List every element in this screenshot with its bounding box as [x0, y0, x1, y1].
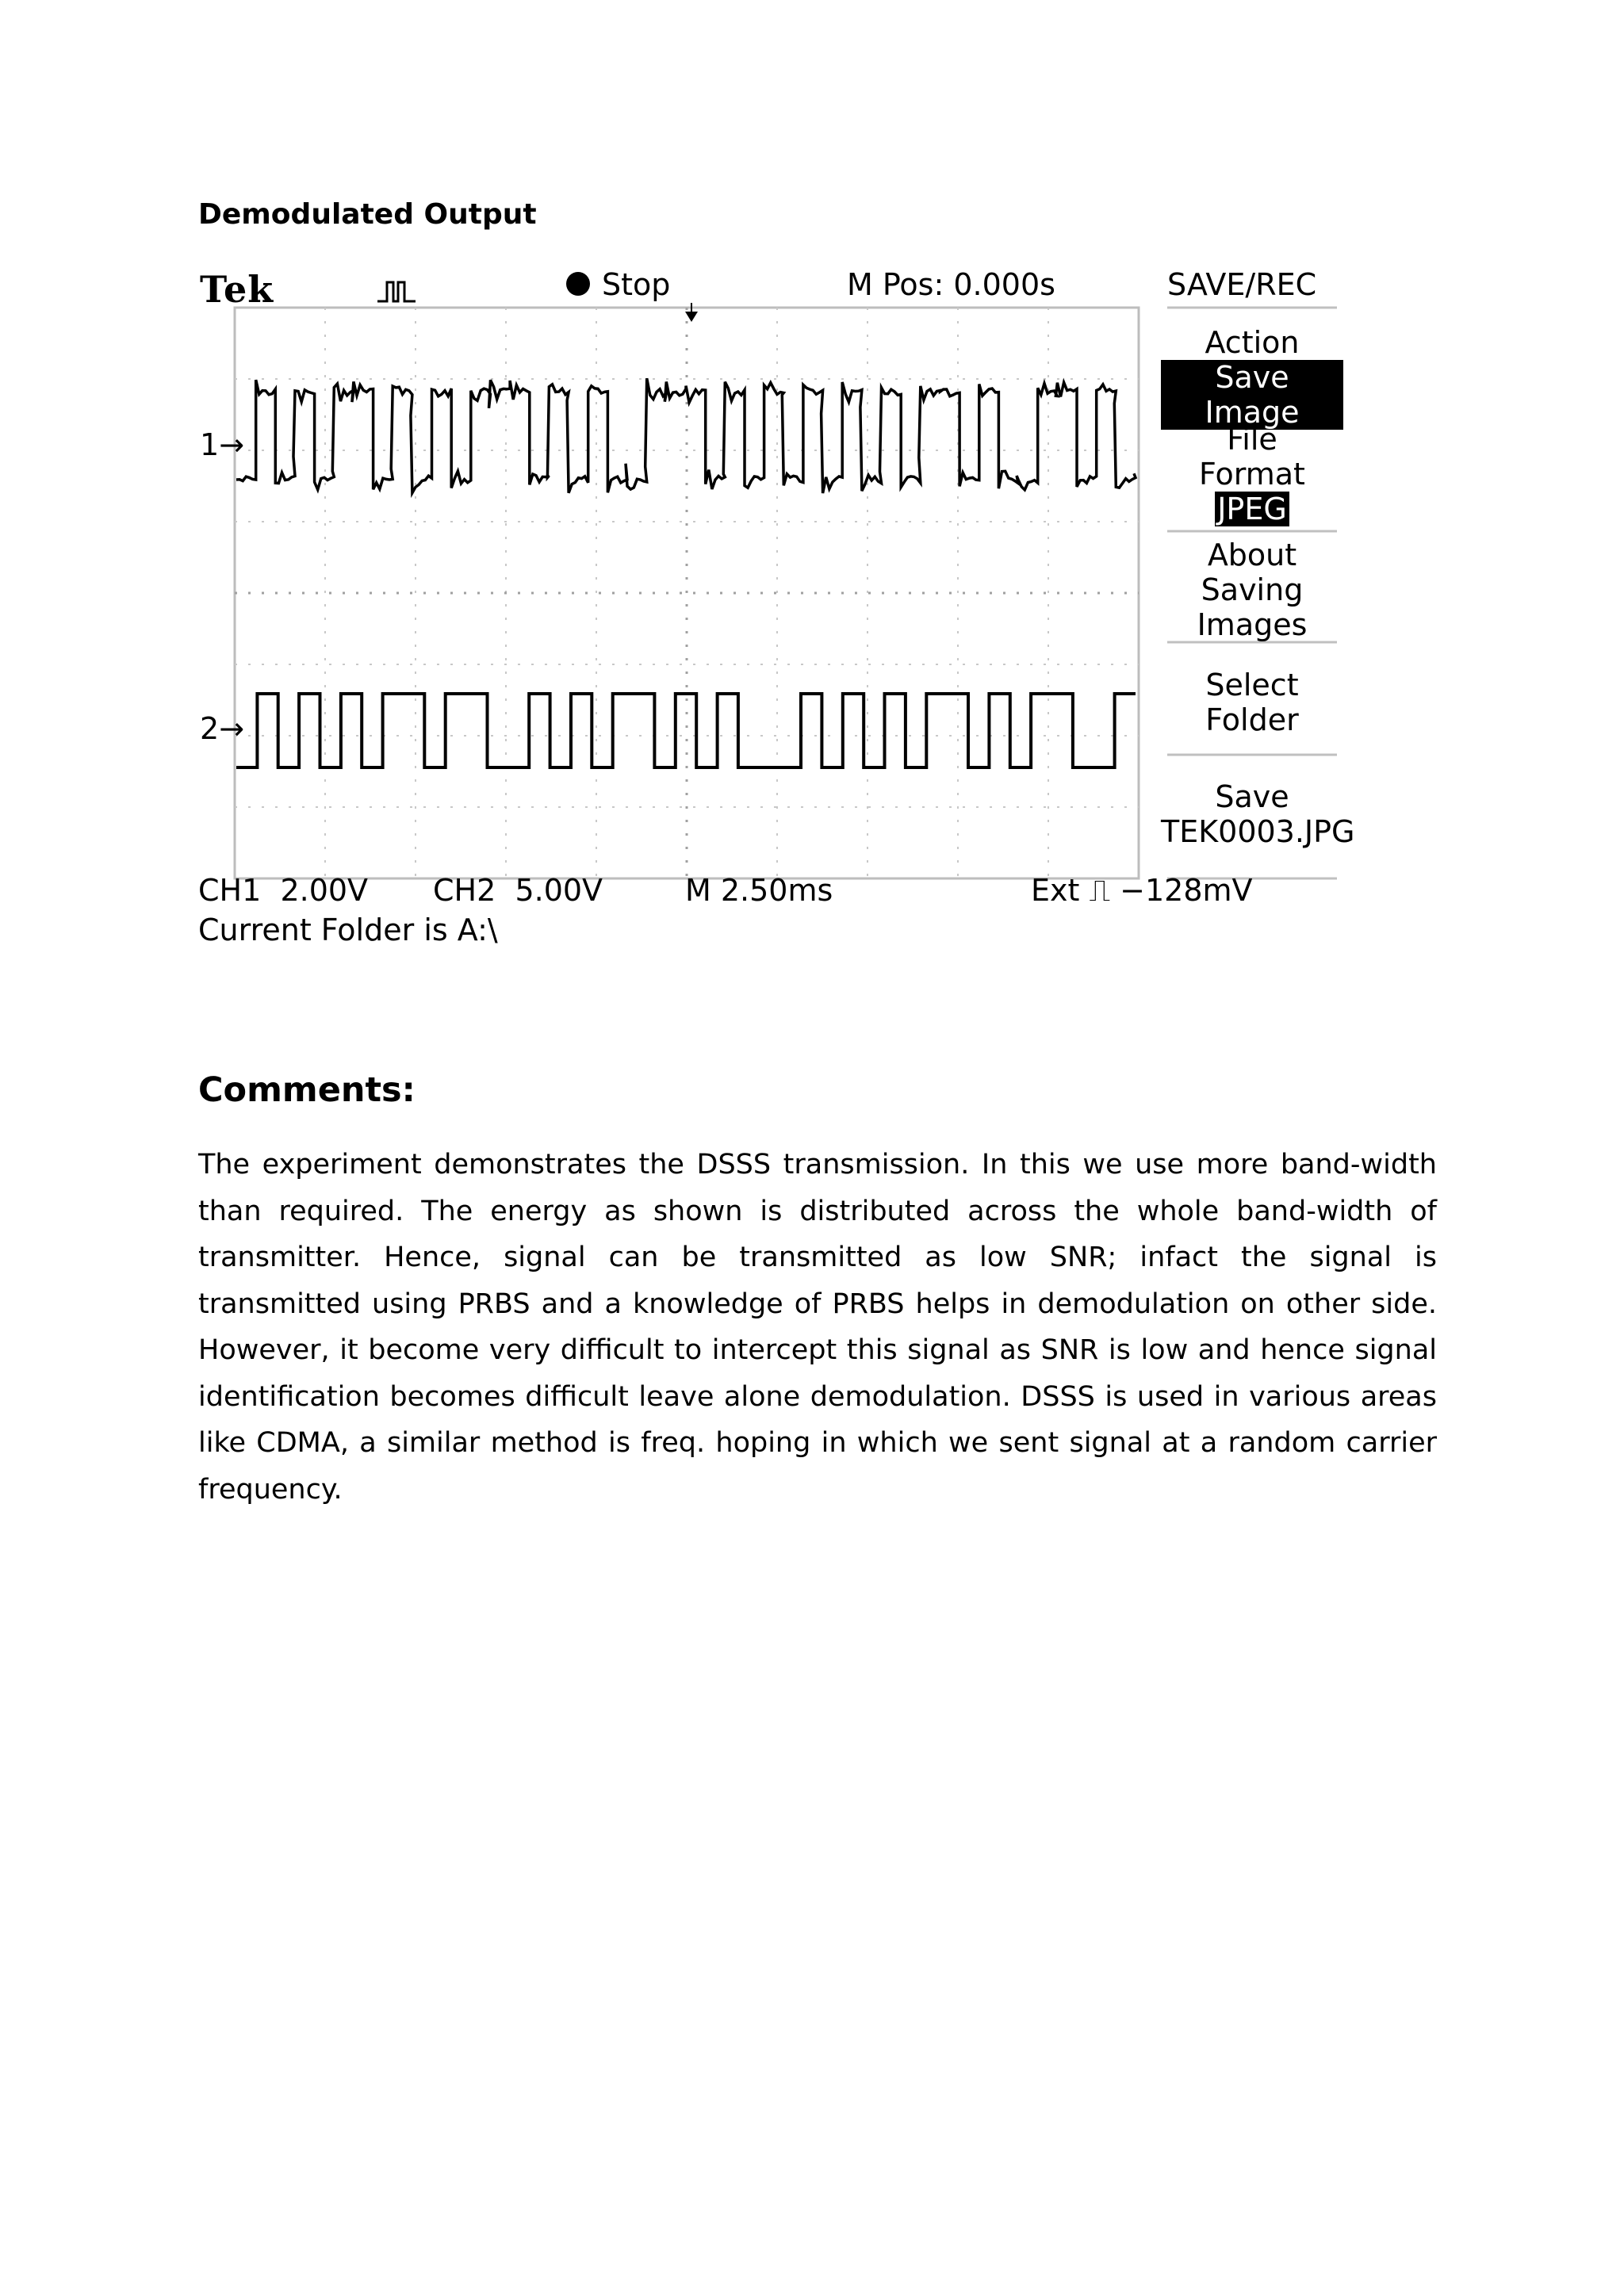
- timebase-readout: M 2.50ms: [685, 873, 833, 908]
- trigger-position-arrow-icon: [685, 303, 698, 322]
- run-state-label: Stop: [602, 267, 671, 302]
- comments-heading: Comments:: [198, 1070, 416, 1110]
- menu-about-line1: About: [1207, 538, 1297, 572]
- channel-1-marker: 1→: [200, 427, 245, 462]
- menu-about-line2: Saving: [1201, 572, 1304, 607]
- ch1-scale-readout: CH1 2.00V: [198, 873, 369, 908]
- menu-save-line1: Save: [1215, 779, 1289, 814]
- menu-about-saving-images[interactable]: [1161, 538, 1343, 642]
- menu-file-format-line1: File: [1227, 422, 1277, 457]
- menu-action[interactable]: [1161, 325, 1343, 430]
- menu-select-line2: Folder: [1205, 702, 1299, 737]
- comments-body: The experiment demonstrates the DSSS transmission. In this we use more band-width than required. The energy as shown is distributed across the whole band-width of transmitter. Hence, signal can be transmitted as low SNR; infact the signal is transmitted using PRBS and a knowledge of PRBS helps in demodulation on other side. However, it become very difficult to intercept this signal as SNR is low and hence signal identification becomes difficult leave alone demodulation. DSSS is used in various areas like CDMA, a similar method is freq. hoping in which we sent signal at a random carrier frequency.: [198, 1149, 1437, 1506]
- menu-file-format[interactable]: [1161, 422, 1343, 526]
- current-folder-status: Current Folder is A:\: [198, 913, 498, 947]
- ch2-scale-readout: CH2 5.00V: [433, 873, 603, 908]
- channel-2-trace: [236, 694, 1136, 767]
- menu-select-folder[interactable]: [1161, 668, 1343, 737]
- menu-file-format-line2: Format: [1199, 457, 1305, 492]
- section-title: Demodulated Output: [198, 198, 537, 231]
- channel-1-trace: [236, 378, 1136, 493]
- trigger-readout: Ext ⎍ −128mV: [1031, 873, 1253, 908]
- menu-action-value: Save Image: [1161, 360, 1343, 430]
- menu-select-line1: Select: [1205, 668, 1299, 702]
- menu-file-format-value: JPEG: [1215, 492, 1289, 526]
- oscilloscope-screenshot: [193, 254, 1367, 959]
- pulse-icon: [377, 282, 416, 301]
- menu-action-label: Action: [1205, 325, 1300, 360]
- channel-2-marker: 2→: [200, 711, 245, 746]
- m-pos-readout: M Pos: 0.000s: [847, 267, 1055, 302]
- tek-logo: Tek: [200, 268, 274, 311]
- menu-about-line3: Images: [1197, 607, 1308, 642]
- channel-1-waveform: [236, 378, 1136, 493]
- channel-2-waveform: [236, 694, 1136, 767]
- stop-indicator-icon: [566, 272, 590, 296]
- menu-save-line2: TEK0003.JPG: [1161, 814, 1355, 849]
- menu-title: SAVE/REC: [1167, 267, 1317, 302]
- menu-save-file[interactable]: [1161, 779, 1355, 849]
